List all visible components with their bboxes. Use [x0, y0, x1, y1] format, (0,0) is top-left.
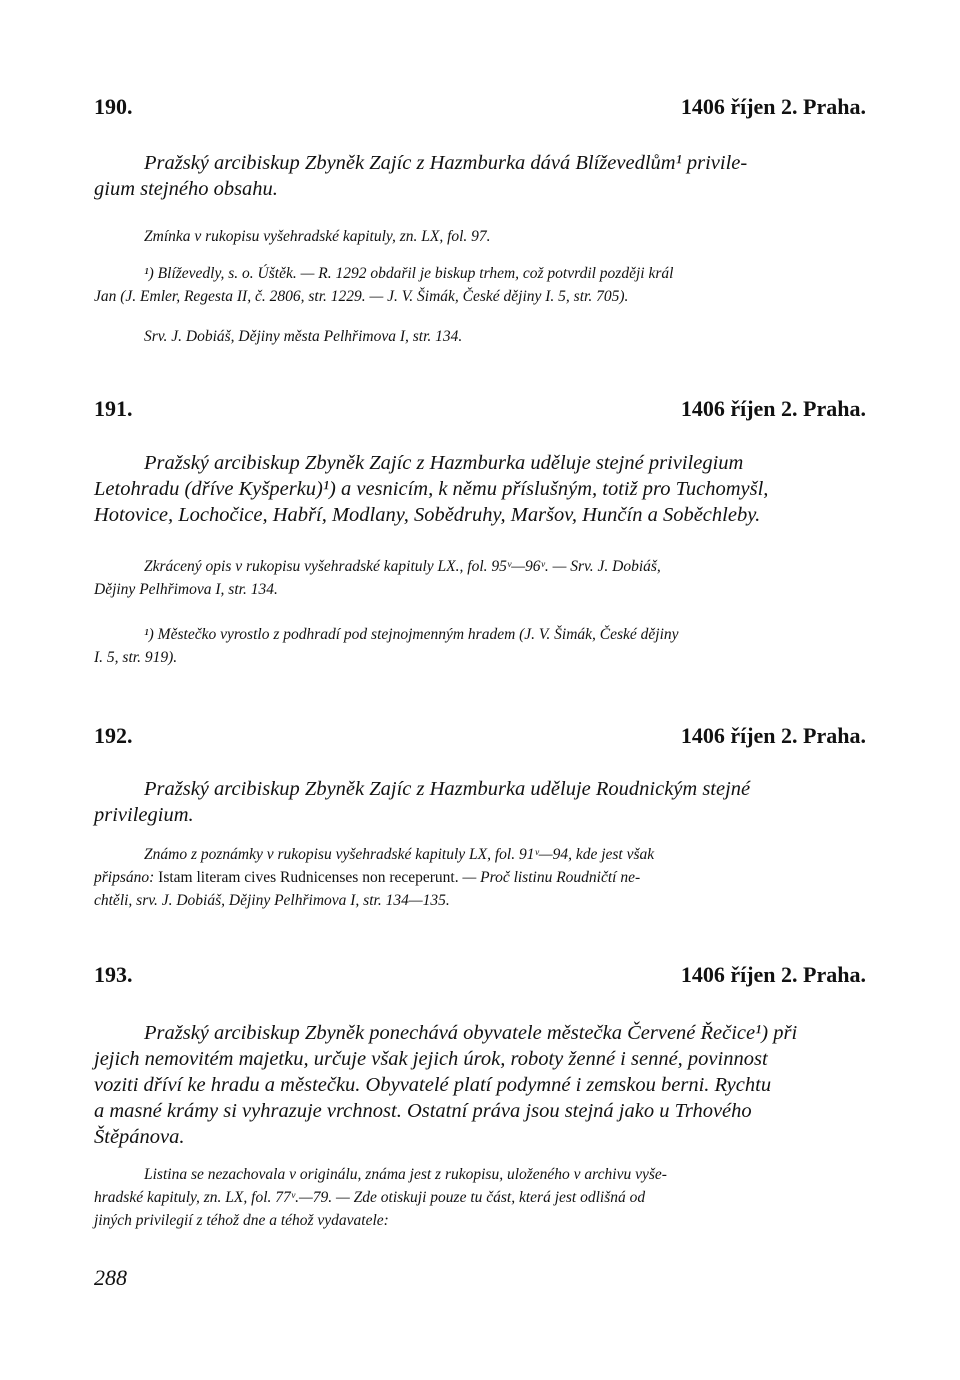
regest-line: Hotovice, Lochočice, Habří, Modlany, Sobědruhy, Maršov, Hunčín a Soběchleby. — [94, 504, 761, 526]
regest-line: jejich nemovitém majetku, určuje však jejich úrok, roboty ženné i senné, povinnost — [94, 1048, 768, 1070]
entry-190-footnote — [94, 262, 866, 308]
reference-note: Srv. J. Dobiáš, Dějiny města Pelhřimova I, str. 134. — [144, 328, 463, 345]
entry-number: 193. — [94, 962, 133, 987]
source-line: Známo z poznámky v rukopisu vyšehradské kapituly LX, fol. 91ᵛ—94, kde jest však — [144, 846, 655, 863]
entry-190-source — [94, 225, 866, 248]
source-line — [94, 866, 866, 889]
entry-191-header — [94, 396, 866, 426]
entry-date-place: 1406 říjen 2. Praha. — [680, 396, 866, 421]
latin-quote: Istam literam cives Rudnicenses non receperunt. — [158, 869, 459, 886]
regest-line: a masné krámy si vyhrazuje vrchnost. Ostatní práva jsou stejná jako u Trhového — [94, 1100, 752, 1122]
regest-line: Pražský arcibiskup Zbyněk Zajíc z Hazmburka uděluje stejné privilegium — [144, 452, 744, 474]
entry-number: 190. — [94, 94, 133, 119]
source-note: Zmínka v rukopisu vyšehradské kapituly, zn. LX, fol. 97. — [144, 228, 491, 245]
footnote-line: ¹) Městečko vyrostlo z podhradí pod stejnojmenným hradem (J. V. Šimák, České dějiny — [144, 626, 679, 643]
page-number: 288 — [94, 1265, 127, 1290]
entry-192-header — [94, 723, 866, 753]
regest-line: Pražský arcibiskup Zbyněk ponechává obyvatele městečka Červené Řečice¹) při — [144, 1022, 798, 1044]
source-line: chtěli, srv. J. Dobiáš, Dějiny Pelhřimova I, str. 134—135. — [94, 892, 450, 909]
source-text: — Proč listinu Roudničtí ne- — [458, 869, 641, 886]
regest-line: gium stejného obsahu. — [94, 178, 278, 200]
source-line: hradské kapituly, zn. LX, fol. 77ᵛ.—79. — Zde otiskuji pouze tu část, která jest odlišná od — [94, 1189, 646, 1206]
entry-date-place: 1406 říjen 2. Praha. — [680, 94, 866, 119]
entry-190-header — [94, 94, 866, 124]
regest-line: Pražský arcibiskup Zbyněk Zajíc z Hazmburka dává Blíževedlům¹ privile- — [144, 152, 748, 174]
entry-193-header — [94, 962, 866, 992]
entry-date-place: 1406 říjen 2. Praha. — [680, 723, 866, 748]
entry-192-source — [94, 843, 866, 912]
regest-line: voziti dříví ke hradu a městečku. Obyvatelé platí podymné i zemskou berni. Rychtu — [94, 1074, 772, 1096]
source-text: připsáno: — [94, 869, 159, 886]
footnote-line: I. 5, str. 919). — [94, 649, 178, 666]
entry-191-footnote — [94, 623, 866, 669]
entry-date-place: 1406 říjen 2. Praha. — [680, 962, 866, 987]
footnote-line: ¹) Blíževedly, s. o. Úštěk. — R. 1292 obdařil je biskup trhem, což potvrdil později král — [144, 265, 674, 282]
entry-190-regest — [94, 150, 866, 202]
source-line: Listina se nezachovala v originálu, známa jest z rukopisu, uloženého v archivu vyše- — [144, 1166, 667, 1183]
footnote-line: Jan (J. Emler, Regesta II, č. 2806, str. 1229. — J. V. Šimák, České dějiny I. 5, str. 705). — [94, 288, 629, 305]
regest-line: Štěpánova. — [94, 1126, 185, 1148]
source-line: Zkrácený opis v rukopisu vyšehradské kapituly LX., fol. 95ᵛ—96ᵛ. — Srv. J. Dobiáš, — [144, 558, 661, 575]
entry-number: 191. — [94, 396, 133, 421]
entry-191-regest — [94, 450, 866, 528]
entry-193-source — [94, 1163, 866, 1232]
source-line: jiných privilegií z téhož dne a téhož vydavatele: — [94, 1212, 389, 1229]
entry-number: 192. — [94, 723, 133, 748]
source-line: Dějiny Pelhřimova I, str. 134. — [94, 581, 278, 598]
entry-190-reference — [94, 325, 866, 348]
entry-191-source — [94, 555, 866, 601]
entry-193-regest — [94, 1020, 866, 1150]
regest-line: Pražský arcibiskup Zbyněk Zajíc z Hazmburka uděluje Roudnickým stejné — [144, 778, 751, 800]
entry-192-regest — [94, 776, 866, 828]
regest-line: privilegium. — [94, 804, 194, 826]
regest-line: Letohradu (dříve Kyšperku)¹) a vesnicím, k němu příslušným, totiž pro Tuchomyšl, — [94, 478, 769, 500]
